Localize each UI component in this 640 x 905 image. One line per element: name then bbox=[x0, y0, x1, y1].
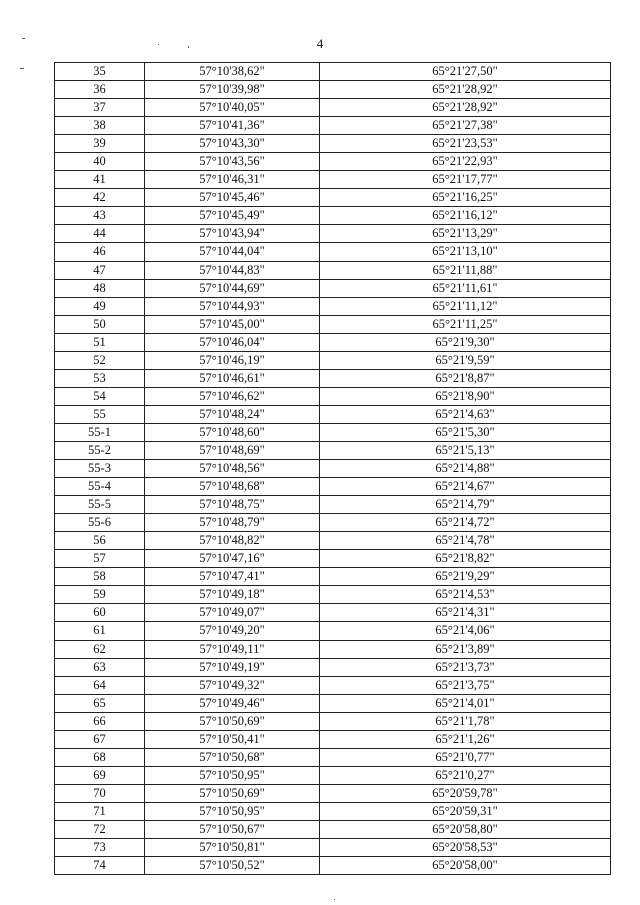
table-row bbox=[55, 261, 611, 279]
latitude-cell: 57°10'48,56" bbox=[145, 460, 320, 478]
table-row bbox=[55, 279, 611, 297]
table-row bbox=[55, 658, 611, 676]
point-number-cell: 63 bbox=[55, 658, 145, 676]
longitude-cell: 65°21'9,30" bbox=[320, 333, 611, 351]
latitude-cell: 57°10'49,20" bbox=[145, 622, 320, 640]
point-number-cell: 55-3 bbox=[55, 460, 145, 478]
table-row bbox=[55, 189, 611, 207]
table-row bbox=[55, 604, 611, 622]
longitude-cell: 65°21'9,59" bbox=[320, 351, 611, 369]
longitude-cell: 65°21'27,38" bbox=[320, 117, 611, 135]
longitude-cell: 65°21'23,53" bbox=[320, 135, 611, 153]
point-number-cell: 35 bbox=[55, 63, 145, 81]
latitude-cell: 57°10'49,07" bbox=[145, 604, 320, 622]
longitude-cell: 65°21'4,67" bbox=[320, 478, 611, 496]
table-row bbox=[55, 820, 611, 838]
point-number-cell: 69 bbox=[55, 766, 145, 784]
longitude-cell: 65°21'11,88" bbox=[320, 261, 611, 279]
point-number-cell: 73 bbox=[55, 839, 145, 857]
longitude-cell: 65°21'11,61" bbox=[320, 279, 611, 297]
point-number-cell: 36 bbox=[55, 81, 145, 99]
longitude-cell: 65°21'16,25" bbox=[320, 189, 611, 207]
longitude-cell: 65°21'4,88" bbox=[320, 460, 611, 478]
table-row bbox=[55, 748, 611, 766]
latitude-cell: 57°10'39,98" bbox=[145, 81, 320, 99]
point-number-cell: 55-5 bbox=[55, 496, 145, 514]
point-number-cell: 74 bbox=[55, 857, 145, 875]
latitude-cell: 57°10'45,00" bbox=[145, 315, 320, 333]
table-row bbox=[55, 117, 611, 135]
latitude-cell: 57°10'47,41" bbox=[145, 568, 320, 586]
latitude-cell: 57°10'44,04" bbox=[145, 243, 320, 261]
longitude-cell: 65°21'22,93" bbox=[320, 153, 611, 171]
latitude-cell: 57°10'41,36" bbox=[145, 117, 320, 135]
latitude-cell: 57°10'46,04" bbox=[145, 333, 320, 351]
table-row bbox=[55, 99, 611, 117]
point-number-cell: 43 bbox=[55, 207, 145, 225]
latitude-cell: 57°10'46,62" bbox=[145, 387, 320, 405]
longitude-cell: 65°21'11,25" bbox=[320, 315, 611, 333]
point-number-cell: 62 bbox=[55, 640, 145, 658]
point-number-cell: 54 bbox=[55, 387, 145, 405]
longitude-cell: 65°21'4,06" bbox=[320, 622, 611, 640]
latitude-cell: 57°10'48,75" bbox=[145, 496, 320, 514]
coordinates-table-body bbox=[55, 63, 611, 875]
table-row bbox=[55, 586, 611, 604]
table-row bbox=[55, 839, 611, 857]
longitude-cell: 65°21'28,92" bbox=[320, 81, 611, 99]
latitude-cell: 57°10'50,69" bbox=[145, 784, 320, 802]
longitude-cell: 65°21'8,87" bbox=[320, 369, 611, 387]
point-number-cell: 70 bbox=[55, 784, 145, 802]
table-row bbox=[55, 225, 611, 243]
table-row bbox=[55, 63, 611, 81]
latitude-cell: 57°10'48,79" bbox=[145, 514, 320, 532]
latitude-cell: 57°10'49,11" bbox=[145, 640, 320, 658]
point-number-cell: 55-6 bbox=[55, 514, 145, 532]
table-row bbox=[55, 622, 611, 640]
longitude-cell: 65°21'13,29" bbox=[320, 225, 611, 243]
point-number-cell: 71 bbox=[55, 802, 145, 820]
longitude-cell: 65°21'4,63" bbox=[320, 405, 611, 423]
latitude-cell: 57°10'49,19" bbox=[145, 658, 320, 676]
point-number-cell: 49 bbox=[55, 297, 145, 315]
point-number-cell: 72 bbox=[55, 820, 145, 838]
point-number-cell: 55-1 bbox=[55, 423, 145, 441]
table-row bbox=[55, 550, 611, 568]
latitude-cell: 57°10'44,83" bbox=[145, 261, 320, 279]
latitude-cell: 57°10'49,32" bbox=[145, 676, 320, 694]
point-number-cell: 39 bbox=[55, 135, 145, 153]
point-number-cell: 38 bbox=[55, 117, 145, 135]
point-number-cell: 40 bbox=[55, 153, 145, 171]
longitude-cell: 65°21'9,29" bbox=[320, 568, 611, 586]
point-number-cell: 58 bbox=[55, 568, 145, 586]
latitude-cell: 57°10'50,69" bbox=[145, 712, 320, 730]
table-row bbox=[55, 514, 611, 532]
latitude-cell: 57°10'47,16" bbox=[145, 550, 320, 568]
longitude-cell: 65°21'16,12" bbox=[320, 207, 611, 225]
table-row bbox=[55, 460, 611, 478]
table-row bbox=[55, 243, 611, 261]
table-row bbox=[55, 207, 611, 225]
scan-speck bbox=[22, 38, 25, 39]
point-number-cell: 55 bbox=[55, 405, 145, 423]
page-number: 4 bbox=[316, 36, 324, 51]
point-number-cell: 61 bbox=[55, 622, 145, 640]
latitude-cell: 57°10'48,68" bbox=[145, 478, 320, 496]
latitude-cell: 57°10'38,62" bbox=[145, 63, 320, 81]
latitude-cell: 57°10'48,60" bbox=[145, 423, 320, 441]
point-number-cell: 55-4 bbox=[55, 478, 145, 496]
table-row bbox=[55, 405, 611, 423]
point-number-cell: 51 bbox=[55, 333, 145, 351]
latitude-cell: 57°10'48,24" bbox=[145, 405, 320, 423]
longitude-cell: 65°21'4,31" bbox=[320, 604, 611, 622]
table-row bbox=[55, 441, 611, 459]
longitude-cell: 65°21'1,78" bbox=[320, 712, 611, 730]
longitude-cell: 65°21'11,12" bbox=[320, 297, 611, 315]
latitude-cell: 57°10'50,81" bbox=[145, 839, 320, 857]
longitude-cell: 65°21'0,77" bbox=[320, 748, 611, 766]
table-row bbox=[55, 171, 611, 189]
table-row bbox=[55, 640, 611, 658]
longitude-cell: 65°21'17,77" bbox=[320, 171, 611, 189]
table-row bbox=[55, 712, 611, 730]
point-number-cell: 47 bbox=[55, 261, 145, 279]
table-row bbox=[55, 730, 611, 748]
point-number-cell: 68 bbox=[55, 748, 145, 766]
table-row bbox=[55, 784, 611, 802]
table-row bbox=[55, 333, 611, 351]
scan-speck bbox=[158, 44, 159, 45]
table-row bbox=[55, 532, 611, 550]
longitude-cell: 65°20'58,80" bbox=[320, 820, 611, 838]
longitude-cell: 65°21'27,50" bbox=[320, 63, 611, 81]
table-row bbox=[55, 153, 611, 171]
point-number-cell: 46 bbox=[55, 243, 145, 261]
longitude-cell: 65°21'4,78" bbox=[320, 532, 611, 550]
table-row bbox=[55, 351, 611, 369]
table-row bbox=[55, 81, 611, 99]
latitude-cell: 57°10'50,67" bbox=[145, 820, 320, 838]
latitude-cell: 57°10'50,52" bbox=[145, 857, 320, 875]
latitude-cell: 57°10'40,05" bbox=[145, 99, 320, 117]
latitude-cell: 57°10'43,56" bbox=[145, 153, 320, 171]
latitude-cell: 57°10'44,69" bbox=[145, 279, 320, 297]
longitude-cell: 65°21'4,53" bbox=[320, 586, 611, 604]
table-row bbox=[55, 315, 611, 333]
point-number-cell: 50 bbox=[55, 315, 145, 333]
longitude-cell: 65°20'59,31" bbox=[320, 802, 611, 820]
longitude-cell: 65°21'3,89" bbox=[320, 640, 611, 658]
longitude-cell: 65°21'4,79" bbox=[320, 496, 611, 514]
latitude-cell: 57°10'45,49" bbox=[145, 207, 320, 225]
longitude-cell: 65°21'13,10" bbox=[320, 243, 611, 261]
longitude-cell: 65°21'0,27" bbox=[320, 766, 611, 784]
point-number-cell: 48 bbox=[55, 279, 145, 297]
longitude-cell: 65°21'1,26" bbox=[320, 730, 611, 748]
coordinates-table bbox=[54, 62, 611, 875]
longitude-cell: 65°20'59,78" bbox=[320, 784, 611, 802]
table-row bbox=[55, 802, 611, 820]
point-number-cell: 64 bbox=[55, 676, 145, 694]
point-number-cell: 37 bbox=[55, 99, 145, 117]
latitude-cell: 57°10'50,95" bbox=[145, 766, 320, 784]
point-number-cell: 42 bbox=[55, 189, 145, 207]
table-row bbox=[55, 135, 611, 153]
table-row bbox=[55, 568, 611, 586]
scan-speck bbox=[20, 68, 24, 69]
point-number-cell: 56 bbox=[55, 532, 145, 550]
scan-speck bbox=[188, 46, 189, 48]
latitude-cell: 57°10'50,41" bbox=[145, 730, 320, 748]
latitude-cell: 57°10'45,46" bbox=[145, 189, 320, 207]
table-row bbox=[55, 496, 611, 514]
longitude-cell: 65°20'58,53" bbox=[320, 839, 611, 857]
point-number-cell: 57 bbox=[55, 550, 145, 568]
longitude-cell: 65°21'5,30" bbox=[320, 423, 611, 441]
point-number-cell: 66 bbox=[55, 712, 145, 730]
longitude-cell: 65°21'4,01" bbox=[320, 694, 611, 712]
latitude-cell: 57°10'49,46" bbox=[145, 694, 320, 712]
table-row bbox=[55, 766, 611, 784]
latitude-cell: 57°10'46,61" bbox=[145, 369, 320, 387]
longitude-cell: 65°21'3,73" bbox=[320, 658, 611, 676]
table-row bbox=[55, 297, 611, 315]
longitude-cell: 65°21'8,90" bbox=[320, 387, 611, 405]
latitude-cell: 57°10'46,31" bbox=[145, 171, 320, 189]
point-number-cell: 65 bbox=[55, 694, 145, 712]
point-number-cell: 60 bbox=[55, 604, 145, 622]
point-number-cell: 55-2 bbox=[55, 441, 145, 459]
table-row bbox=[55, 694, 611, 712]
longitude-cell: 65°20'58,00" bbox=[320, 857, 611, 875]
table-row bbox=[55, 387, 611, 405]
point-number-cell: 52 bbox=[55, 351, 145, 369]
longitude-cell: 65°21'28,92" bbox=[320, 99, 611, 117]
point-number-cell: 41 bbox=[55, 171, 145, 189]
longitude-cell: 65°21'5,13" bbox=[320, 441, 611, 459]
longitude-cell: 65°21'3,75" bbox=[320, 676, 611, 694]
scan-speck bbox=[334, 899, 335, 900]
point-number-cell: 59 bbox=[55, 586, 145, 604]
table-row bbox=[55, 676, 611, 694]
point-number-cell: 53 bbox=[55, 369, 145, 387]
latitude-cell: 57°10'50,95" bbox=[145, 802, 320, 820]
latitude-cell: 57°10'46,19" bbox=[145, 351, 320, 369]
latitude-cell: 57°10'44,93" bbox=[145, 297, 320, 315]
latitude-cell: 57°10'43,94" bbox=[145, 225, 320, 243]
longitude-cell: 65°21'8,82" bbox=[320, 550, 611, 568]
table-row bbox=[55, 857, 611, 875]
latitude-cell: 57°10'48,82" bbox=[145, 532, 320, 550]
latitude-cell: 57°10'50,68" bbox=[145, 748, 320, 766]
latitude-cell: 57°10'49,18" bbox=[145, 586, 320, 604]
point-number-cell: 67 bbox=[55, 730, 145, 748]
table-row bbox=[55, 369, 611, 387]
table-row bbox=[55, 423, 611, 441]
table-row bbox=[55, 478, 611, 496]
point-number-cell: 44 bbox=[55, 225, 145, 243]
longitude-cell: 65°21'4,72" bbox=[320, 514, 611, 532]
latitude-cell: 57°10'48,69" bbox=[145, 441, 320, 459]
latitude-cell: 57°10'43,30" bbox=[145, 135, 320, 153]
